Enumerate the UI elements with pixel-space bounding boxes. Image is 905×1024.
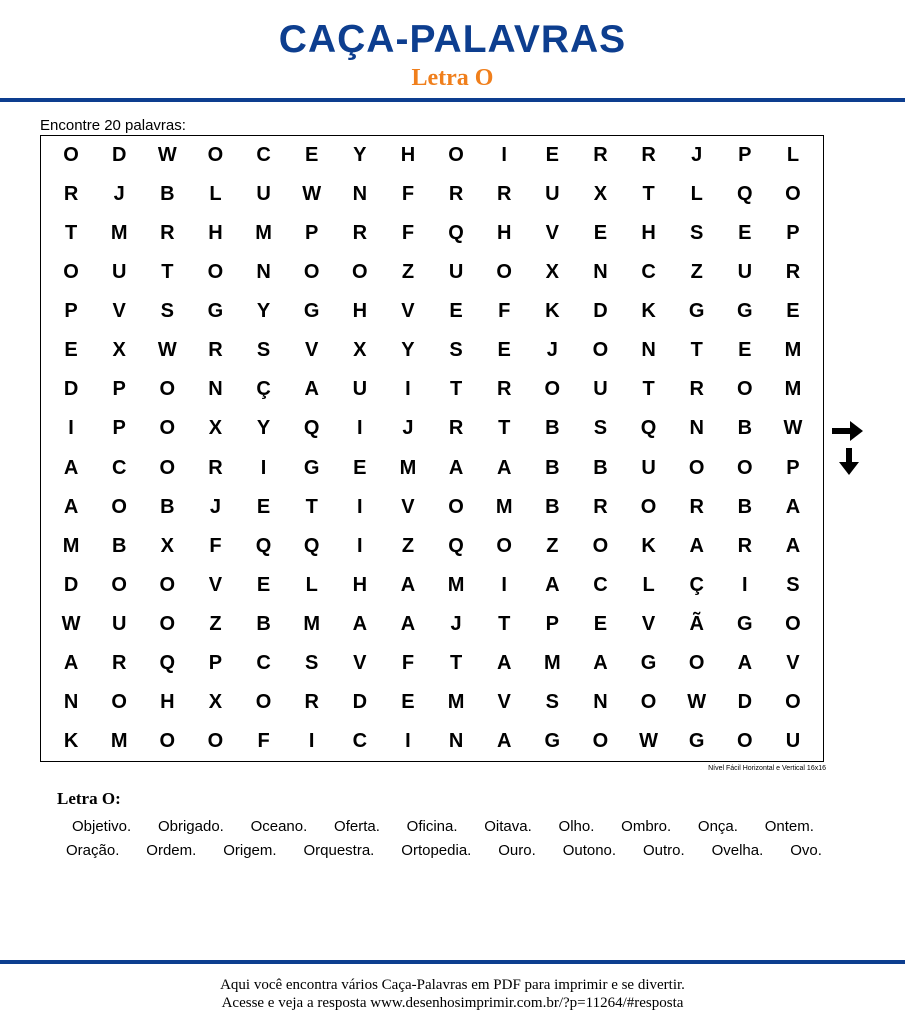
grid-letter: R — [160, 222, 175, 245]
word-list-item: Ovelha. — [711, 842, 764, 859]
grid-letter: T — [498, 612, 511, 635]
word-list-item: Ovo. — [790, 842, 822, 859]
footer-link-line: Acesse e veja a resposta www.desenhosimprimir.com.br/?p=11264/#resposta — [221, 995, 684, 1011]
grid-letter: T — [498, 417, 511, 440]
grid-letter: C — [641, 261, 656, 284]
grid-letter: Q — [737, 183, 753, 206]
grid-letter: A — [689, 534, 704, 557]
grid-letter: V — [305, 339, 319, 362]
bottom-divider — [0, 960, 905, 964]
grid-letter: M — [303, 612, 321, 635]
grid-letter: R — [496, 183, 512, 206]
grid-letter: O — [496, 261, 512, 284]
grid-letter: B — [160, 183, 175, 206]
grid-letter: O — [303, 261, 320, 284]
grid-letter: Q — [159, 651, 176, 674]
grid-letter: Z — [209, 612, 222, 635]
word-list-item: Objetivo. — [72, 818, 132, 835]
grid-letter: K — [641, 300, 656, 323]
grid-letter: S — [449, 339, 463, 362]
grid-letter: P — [786, 222, 800, 245]
word-list-row — [72, 818, 814, 835]
grid-letter: M — [110, 222, 128, 245]
grid-letter: M — [543, 651, 561, 674]
word-list-item: Oitava. — [484, 818, 532, 835]
grid-letter: L — [209, 183, 222, 206]
grid-letter: O — [544, 378, 561, 401]
grid-letter: O — [159, 573, 176, 596]
grid-letter: Z — [546, 534, 559, 557]
grid-letter: H — [496, 222, 512, 245]
grid-letter: I — [357, 534, 363, 557]
grid-letter: O — [592, 729, 609, 752]
grid-letter: I — [357, 495, 363, 518]
grid-letter: O — [111, 573, 127, 596]
grid-letter: O — [496, 534, 512, 557]
grid-letter: T — [305, 495, 318, 518]
grid-letter: V — [401, 300, 415, 323]
grid-letter: I — [405, 729, 411, 752]
grid-letter: I — [308, 729, 315, 752]
grid-letter: W — [302, 183, 322, 206]
grid-letter: S — [160, 300, 174, 323]
grid-letter: F — [401, 222, 415, 245]
grid-letter: O — [207, 261, 224, 284]
grid-letter: G — [688, 729, 705, 752]
arrow-down-icon — [838, 448, 860, 476]
grid-letter: Q — [255, 534, 272, 557]
grid-letter: B — [545, 417, 560, 440]
grid-letter: T — [64, 222, 78, 245]
grid-letter: D — [63, 573, 79, 596]
grid-letter: N — [593, 261, 608, 284]
grid-letter: I — [405, 378, 411, 401]
grid-letter: A — [400, 573, 416, 596]
grid-letter: C — [352, 729, 368, 752]
grid-letter: Y — [256, 300, 271, 323]
grid-letter: A — [400, 612, 416, 635]
grid-letter: F — [257, 729, 270, 752]
grid-letter: T — [449, 651, 463, 674]
grid-letter: E — [738, 339, 752, 362]
grid-letter: K — [641, 534, 656, 557]
grid-letter: O — [448, 495, 464, 518]
grid-letter: R — [304, 690, 319, 713]
grid-letter: J — [209, 495, 221, 518]
grid-letter: V — [497, 690, 511, 713]
word-list-item: Onça. — [697, 818, 738, 835]
grid-letter: O — [63, 144, 79, 167]
grid-letter: J — [450, 612, 462, 635]
word-list-item: Oficina. — [406, 818, 458, 835]
word-list-item: Ordem. — [146, 842, 197, 859]
grid-letter: V — [353, 651, 367, 674]
grid-letter: E — [593, 222, 608, 245]
grid-letter: V — [401, 495, 415, 518]
grid-letter: G — [688, 300, 705, 323]
word-list-item: Outro. — [642, 842, 685, 859]
grid-letter: O — [688, 651, 705, 674]
grid-letter: O — [592, 534, 609, 557]
grid-letter: P — [112, 417, 126, 440]
grid-letter: S — [786, 573, 800, 596]
grid-letter: Y — [353, 144, 367, 167]
grid-letter: P — [64, 300, 78, 323]
grid-letter: O — [640, 690, 657, 713]
word-list-item: Oceano. — [250, 818, 308, 835]
grid-letter: B — [256, 612, 271, 635]
grid-letter: B — [737, 495, 753, 518]
word-list-item: Orquestra. — [303, 842, 375, 859]
grid-letter: M — [784, 339, 802, 362]
grid-letter: E — [738, 222, 752, 245]
grid-letter: D — [352, 690, 368, 713]
grid-letter: N — [448, 729, 464, 752]
grid-letter: M — [110, 729, 128, 752]
grid-letter: O — [207, 144, 224, 167]
grid-letter: L — [786, 144, 800, 167]
grid-letter: H — [352, 573, 368, 596]
grid-letter: I — [357, 417, 363, 440]
grid-letter: G — [303, 300, 320, 323]
grid-letter: O — [785, 612, 801, 635]
grid-letter: E — [449, 300, 463, 323]
grid-letter: T — [642, 378, 655, 401]
footer-line: Aqui você encontra vários Caça-Palavras em PDF para imprimir e se divertir. — [220, 977, 685, 993]
grid-letter: I — [68, 417, 74, 440]
grid-letter: R — [352, 222, 368, 245]
grid-letter: O — [207, 729, 224, 752]
grid-letter: F — [209, 534, 222, 557]
word-list-item: Outono. — [562, 842, 617, 859]
grid-letter: J — [113, 183, 125, 206]
grid-letter: A — [63, 651, 79, 674]
grid-letter: X — [353, 339, 367, 362]
grid-letter: P — [786, 456, 800, 479]
word-list-item: Ortopedia. — [401, 842, 472, 859]
grid-letter: I — [260, 456, 267, 479]
word-list-item: Origem. — [223, 842, 277, 859]
grid-letter: E — [64, 339, 78, 362]
grid-letter: O — [159, 378, 176, 401]
grid-letter: S — [256, 339, 271, 362]
grid-letter: R — [63, 183, 79, 206]
grid-letter: M — [447, 573, 465, 596]
grid-letter: T — [449, 378, 463, 401]
grid-letter: W — [157, 339, 177, 362]
grid-letter: O — [352, 261, 368, 284]
grid-letter: V — [545, 222, 559, 245]
grid-letter: C — [256, 144, 271, 167]
grid-letter: G — [737, 612, 753, 635]
grid-letter: U — [256, 183, 271, 206]
grid-letter: O — [737, 456, 753, 479]
grid-letter: R — [593, 495, 608, 518]
grid-letter: A — [785, 534, 801, 557]
grid-letter: W — [687, 690, 707, 713]
grid-letter: E — [305, 144, 319, 167]
grid-letter: X — [208, 417, 223, 440]
grid-letter: H — [352, 300, 368, 323]
grid-letter: R — [689, 378, 704, 401]
grid-letter: S — [593, 417, 608, 440]
grid-letter: J — [402, 417, 414, 440]
grid-letter: A — [496, 456, 512, 479]
grid-letter: E — [497, 339, 511, 362]
grid-letter: U — [785, 729, 801, 752]
grid-letter: U — [111, 612, 127, 635]
grid-letter: S — [545, 690, 559, 713]
grid-letter: B — [593, 456, 608, 479]
grid-letter: R — [208, 456, 223, 479]
grid-letter: D — [737, 690, 753, 713]
grid-letter: P — [738, 144, 752, 167]
grid-letter: O — [159, 729, 176, 752]
grid-letter: Ç — [689, 573, 704, 596]
grid-letter: W — [157, 144, 177, 167]
word-list-row — [66, 842, 822, 859]
grid-letter: R — [737, 534, 753, 557]
grid-letter: T — [161, 261, 174, 284]
grid-letter: V — [786, 651, 800, 674]
grid-letter: O — [640, 495, 657, 518]
grid-letter: E — [256, 573, 271, 596]
grid-letter: C — [111, 456, 127, 479]
page-subtitle: Letra O — [411, 65, 494, 91]
grid-letter: F — [401, 651, 415, 674]
grid-letter: O — [159, 612, 176, 635]
grid-letter: R — [593, 144, 608, 167]
grid-letter: O — [159, 456, 176, 479]
grid-letter: L — [305, 573, 318, 596]
grid-letter: N — [689, 417, 704, 440]
grid-letter: A — [496, 729, 512, 752]
grid-letter: P — [112, 378, 126, 401]
grid-letter: G — [303, 456, 320, 479]
grid-letter: D — [593, 300, 608, 323]
grid-letter: X — [160, 534, 174, 557]
grid-letter: O — [111, 495, 127, 518]
word-list-item: Ouro. — [498, 842, 536, 859]
grid-letter: U — [352, 378, 368, 401]
grid-letter: X — [208, 690, 223, 713]
grid-letter: E — [353, 456, 367, 479]
grid-letter: A — [448, 456, 464, 479]
grid-letter: F — [401, 183, 415, 206]
grid-letter: Z — [401, 534, 415, 557]
grid-letter: I — [501, 144, 507, 167]
grid-letter: O — [785, 690, 801, 713]
word-list-item: Olho. — [558, 818, 595, 835]
grid-letter: G — [640, 651, 657, 674]
grid-letter: N — [641, 339, 656, 362]
grid-letter: J — [691, 144, 703, 167]
grid-letter: E — [401, 690, 415, 713]
grid-letter: I — [501, 573, 507, 596]
grid-letter: P — [305, 222, 319, 245]
page-title: CAÇA-PALAVRAS — [278, 18, 627, 61]
grid-letter: J — [546, 339, 558, 362]
grid-letter: N — [593, 690, 608, 713]
grid-letter: O — [111, 690, 127, 713]
grid-letter: B — [111, 534, 127, 557]
word-list-item: Ontem. — [764, 818, 814, 835]
grid-letter: E — [545, 144, 559, 167]
grid-letter: F — [498, 300, 511, 323]
grid-letter: H — [208, 222, 223, 245]
grid-letter: E — [593, 612, 608, 635]
grid-letter: E — [256, 495, 271, 518]
grid-letter: X — [545, 261, 559, 284]
word-list-title: Letra O: — [57, 789, 121, 808]
grid-letter: G — [544, 729, 561, 752]
grid-letter: V — [208, 573, 223, 596]
grid-letter: S — [305, 651, 319, 674]
grid-letter: W — [783, 417, 803, 440]
grid-letter: Y — [401, 339, 415, 362]
grid-letter: Z — [690, 261, 703, 284]
grid-letter: H — [400, 144, 416, 167]
grid-letter: E — [786, 300, 800, 323]
grid-letter: U — [448, 261, 464, 284]
grid-letter: A — [63, 456, 79, 479]
grid-letter: T — [690, 339, 703, 362]
grid-letter: U — [641, 456, 656, 479]
grid-letter: O — [785, 183, 801, 206]
grid-letter: A — [737, 651, 753, 674]
grid-letter: R — [496, 378, 512, 401]
grid-letter: R — [448, 183, 464, 206]
grid-letter: O — [688, 456, 705, 479]
grid-letter: Q — [303, 417, 320, 440]
grid-letter: O — [737, 378, 753, 401]
grid-letter: B — [545, 495, 560, 518]
grid-letter: X — [593, 183, 608, 206]
grid-letter: D — [111, 144, 127, 167]
grid-letter: A — [496, 651, 512, 674]
word-list-item: Ombro. — [621, 818, 672, 835]
grid-letter: X — [112, 339, 126, 362]
word-list-item: Oferta. — [334, 818, 380, 835]
grid-letter: M — [399, 456, 417, 479]
grid-letter: B — [160, 495, 175, 518]
word-list-item: Oração. — [66, 842, 120, 859]
grid-letter: Y — [256, 417, 271, 440]
grid-letter: L — [642, 573, 655, 596]
grid-letter: U — [593, 378, 608, 401]
grid-letter: Ç — [256, 378, 271, 401]
grid-letter: N — [208, 378, 223, 401]
grid-letter: W — [61, 612, 81, 635]
grid-letter: M — [62, 534, 80, 557]
grid-letter: N — [63, 690, 79, 713]
grid-letter: C — [256, 651, 271, 674]
grid-letter: V — [112, 300, 126, 323]
grid-letter: P — [208, 651, 223, 674]
grid-letter: U — [737, 261, 753, 284]
grid-letter: L — [690, 183, 703, 206]
word-list-item: Obrigado. — [157, 818, 224, 835]
grid-letter: B — [545, 456, 560, 479]
grid-letter: A — [63, 495, 79, 518]
grid-letter: W — [639, 729, 658, 752]
grid-letter: Z — [401, 261, 415, 284]
top-divider — [0, 98, 905, 102]
grid-letter: M — [784, 378, 802, 401]
grid-letter: A — [545, 573, 560, 596]
grid-letter: A — [785, 495, 801, 518]
grid-letter: K — [545, 300, 560, 323]
grid-letter: G — [207, 300, 224, 323]
grid-letter: N — [352, 183, 368, 206]
word-search-grid — [40, 135, 824, 762]
grid-letter: R — [689, 495, 704, 518]
grid-letter: P — [545, 612, 559, 635]
grid-letter: M — [255, 222, 272, 245]
grid-letter: N — [256, 261, 271, 284]
grid-letter: T — [642, 183, 655, 206]
grid-letter: R — [208, 339, 223, 362]
grid-letter: M — [447, 690, 465, 713]
grid-letter: V — [641, 612, 656, 635]
grid-letter: Q — [448, 222, 464, 245]
grid-letter: U — [111, 261, 127, 284]
grid-letter: H — [641, 222, 656, 245]
grid-letter: K — [63, 729, 79, 752]
grid-letter: I — [742, 573, 748, 596]
grid-letter: O — [63, 261, 79, 284]
grid-letter: A — [304, 378, 319, 401]
grid-letter: A — [593, 651, 608, 674]
grid-letter: A — [352, 612, 368, 635]
grid-letter: R — [785, 261, 801, 284]
grid-letter: Q — [303, 534, 320, 557]
grid-letter: O — [448, 144, 464, 167]
grid-letter: O — [159, 417, 176, 440]
grid-letter: Q — [448, 534, 464, 557]
grid-letter: R — [448, 417, 464, 440]
grid-letter: H — [160, 690, 175, 713]
grid-letter: M — [495, 495, 513, 518]
grid-letter: G — [737, 300, 753, 323]
grid-letter: S — [690, 222, 704, 245]
instruction-text: Encontre 20 palavras: — [40, 117, 186, 134]
arrow-right-icon — [832, 420, 864, 442]
grid-letter: O — [592, 339, 609, 362]
grid-letter: Q — [640, 417, 657, 440]
grid-letter: B — [737, 417, 753, 440]
grid-letter: R — [111, 651, 127, 674]
grid-letter: O — [737, 729, 753, 752]
grid-letter: D — [63, 378, 79, 401]
grid-letter: O — [255, 690, 272, 713]
level-label: Nível Fácil Horizontal e Vertical 16x16 — [708, 765, 826, 772]
grid-letter: Ã — [689, 612, 704, 635]
grid-letter: C — [593, 573, 608, 596]
grid-letter: U — [545, 183, 560, 206]
grid-letter: R — [641, 144, 656, 167]
